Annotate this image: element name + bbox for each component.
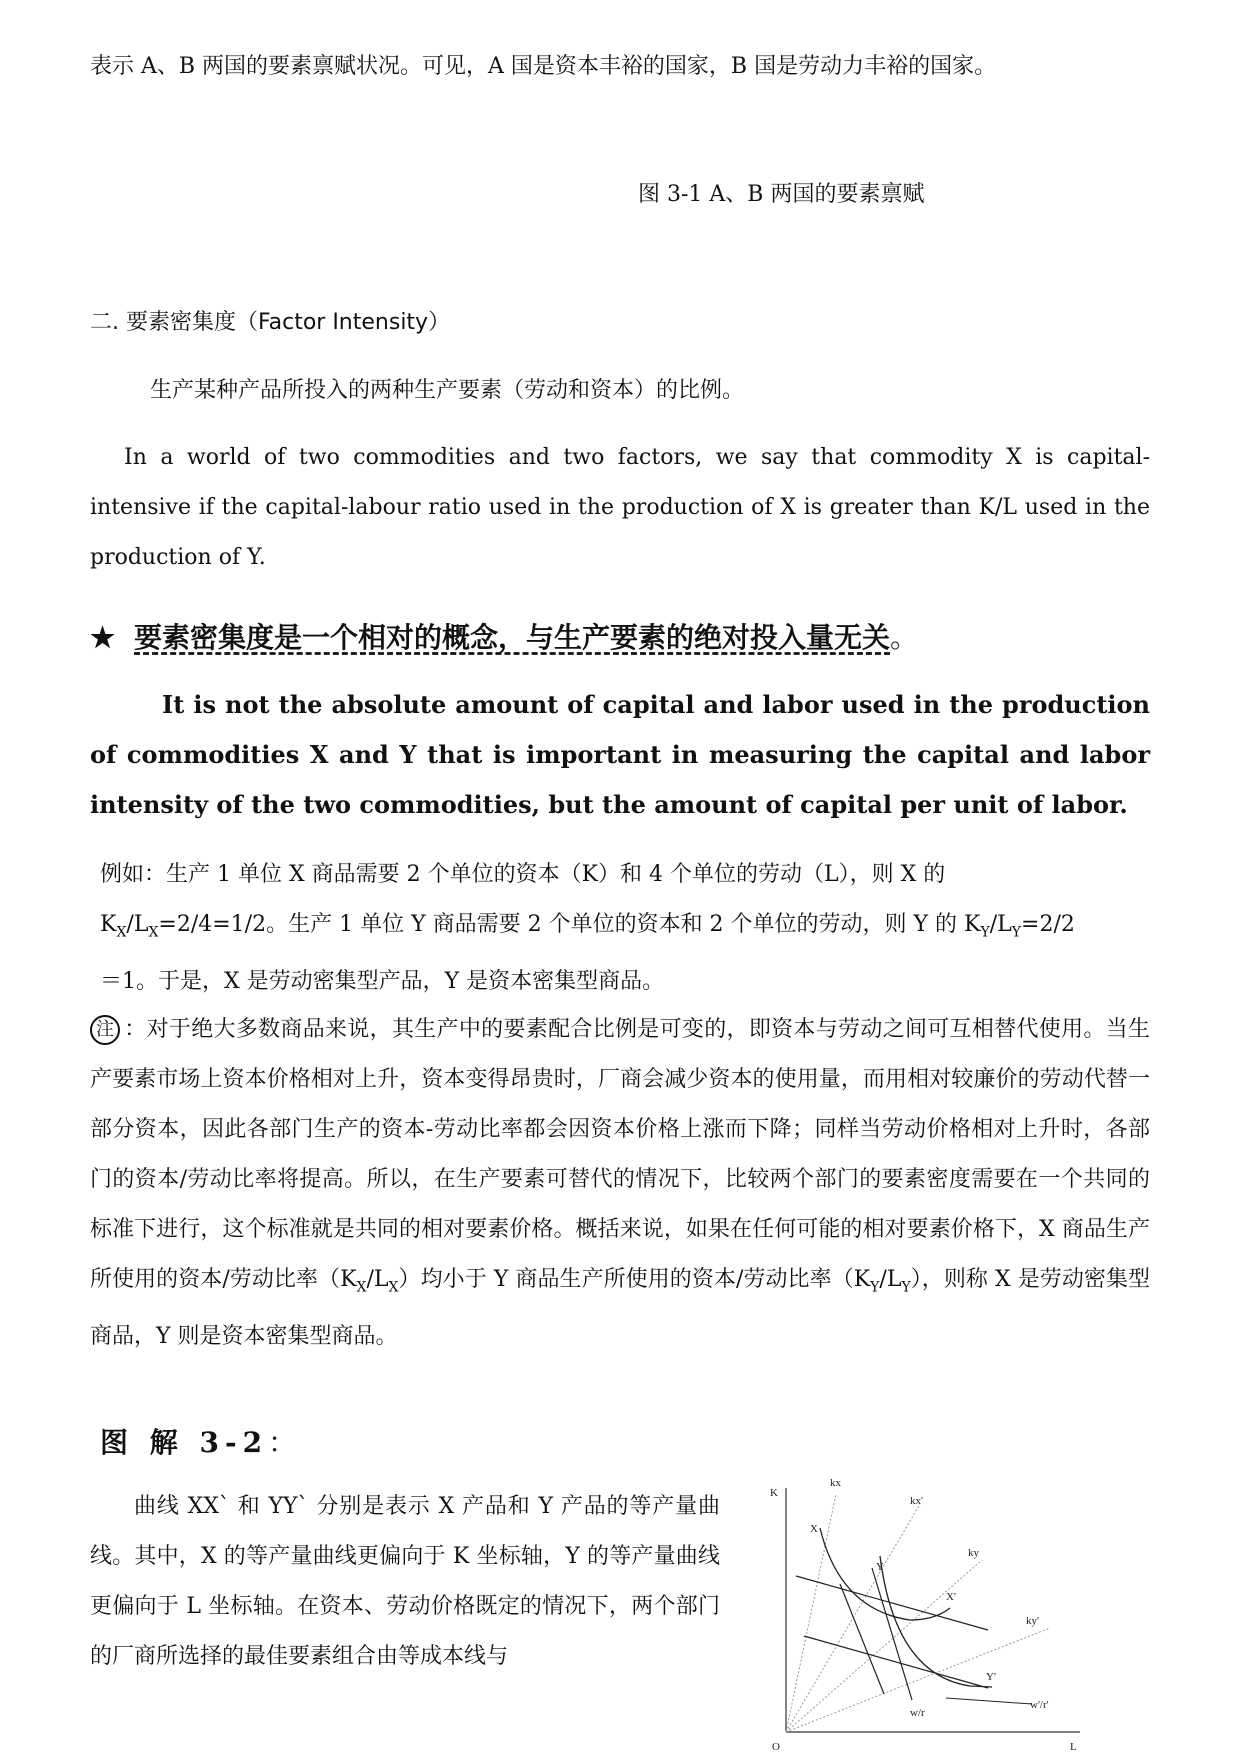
section-heading: 二. 要素密集度（Factor Intensity）: [90, 310, 451, 335]
isocost-line-1: [796, 1576, 988, 1630]
note-sub-3: Y: [870, 1279, 880, 1296]
example-sub-y2: Y: [1011, 924, 1022, 941]
figure-2-title: 图 解 3-2: [100, 1426, 269, 1459]
example-mid: =2/4=1/2。生产 1 单位 Y 商品需要 2 个单位的资本和 2 个单位的劳动，则 Y 的 K: [158, 912, 981, 937]
note-mark: 注: [90, 1015, 120, 1045]
note-text-a: ：对于绝大多数商品来说，其生产中的要素配合比例是可变的，即资本与劳动之间可互相替代使用。当生产要素市场上资本价格相对上升，资本变得昂贵时，厂商会减少资本的使用量，而用相对较廉价的劳动代替一部分资本，因此各部门生产的资本-劳动比率都会因资本价格上涨而下降；同样当劳动价格相对上升时，各部门的资本/劳动比率将提高。所以，在生产要素可替代的情况下，比较两个部门的要素密度需要在一个共同的标准下进行，这个标准就是共同的相对要素价格。概括来说，如果在任何可能的相对要素价格下，X 商品生产所使用的资本/劳动比率（K: [90, 1017, 1150, 1292]
label-wr: w/r: [910, 1707, 925, 1719]
label-y-prime: Y': [986, 1671, 996, 1683]
note-text-b: /L: [366, 1267, 389, 1292]
star-note-end: 。: [890, 621, 919, 654]
example-lx: /L: [126, 912, 149, 937]
example-line-1: 例如：生产 1 单位 X 商品需要 2 个单位的资本（K）和 4 个单位的劳动（L），则 X 的: [100, 862, 946, 887]
isoquant-y-curve: [880, 1556, 992, 1687]
label-x: X: [810, 1523, 818, 1535]
ray-ky: [786, 1560, 982, 1732]
note-paragraph: [90, 1005, 1150, 1362]
label-y: Y: [876, 1561, 884, 1573]
note-sub-1: X: [356, 1279, 367, 1296]
label-kx-prime: kx': [910, 1495, 923, 1507]
example-sub-y1: Y: [980, 924, 990, 941]
label-x-prime: X': [946, 1591, 956, 1603]
label-wr-prime: w'/r': [1030, 1699, 1049, 1711]
figure-2-description: 曲线 XX` 和 YY` 分别是表示 X 产品和 Y 产品的等产量曲线。其中，X 的等产量曲线更偏向于 K 坐标轴，Y 的等产量曲线更偏向于 L 坐标轴。在资本、劳动价格既定的情况下，两个部门的厂商所选择的最佳要素组合由等成本线与: [90, 1494, 720, 1669]
label-kx: kx: [830, 1477, 841, 1489]
isoquant-x-curve: [820, 1528, 950, 1620]
figure-1-caption: 图 3-1 A、B 两国的要素禀赋: [638, 182, 925, 207]
figure-2-colon: ：: [268, 1426, 297, 1459]
intro-line: 表示 A、B 两国的要素禀赋状况。可见，A 国是资本丰裕的国家，B 国是劳动力丰裕的国家。: [90, 54, 997, 79]
example-sub-x1: X: [116, 924, 127, 941]
label-o: O: [772, 1741, 780, 1753]
example-kx: K: [100, 912, 117, 937]
label-k: K: [770, 1487, 778, 1499]
note-text-d: /L: [879, 1267, 902, 1292]
label-l: L: [1070, 1741, 1077, 1753]
note-sub-4: Y: [901, 1279, 911, 1296]
example-sub-x2: X: [148, 924, 159, 941]
label-ky: ky: [968, 1547, 979, 1559]
star-icon: ★: [90, 621, 116, 654]
example-paragraph: [100, 850, 1160, 1007]
example-end: =2/2: [1021, 912, 1075, 937]
isoquant-diagram: [760, 1460, 1100, 1754]
isocost-line-2: [804, 1636, 988, 1688]
label-ky-prime: ky': [1026, 1615, 1039, 1627]
note-text-c: ）均小于 Y 商品生产所使用的资本/劳动比率（K: [398, 1267, 871, 1292]
star-note: [90, 620, 918, 656]
figure-2-heading: [100, 1425, 296, 1461]
definition-en: In a world of two commodities and two factors, we say that commodity X is capital-intensive if the capital-labour ratio used in the production of X is greater than K/L used in the production of Y.: [90, 445, 1150, 570]
note-sub-2: X: [388, 1279, 399, 1296]
example-line-2: [100, 900, 1160, 957]
definition-cn: 生产某种产品所投入的两种生产要素（劳动和资本）的比例。: [150, 378, 745, 403]
isoquant-svg: [760, 1460, 1100, 1754]
star-note-text: 要素密集度是一个相对的概念，与生产要素的绝对投入量无关: [134, 621, 891, 654]
note-text-e: ），则称 X 是劳动密集型商品，Y 则是资本密集型商品。: [90, 1267, 1151, 1350]
example-line-3: ＝1。于是，X 是劳动密集型产品，Y 是资本密集型商品。: [100, 969, 665, 995]
example-ly: /L: [989, 912, 1012, 937]
isocost-tail: [946, 1698, 1032, 1704]
bold-english-paragraph: It is not the absolute amount of capital and labor used in the production of commodities X and Y that is important in measuring the capital and labor intensity of the two commodities, but the amount of capital per unit of labor.: [90, 690, 1150, 819]
